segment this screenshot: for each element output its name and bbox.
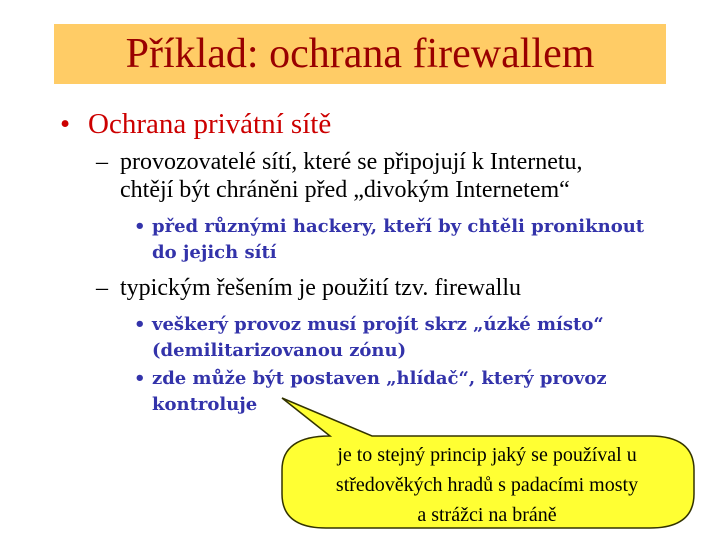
- bullet-marker: •: [134, 314, 146, 335]
- bullet-marker: •: [134, 216, 146, 237]
- dash-marker: –: [96, 149, 108, 175]
- sub-sub-item-line: kontroluje: [152, 394, 258, 415]
- level1-text: Ochrana privátní sítě: [88, 108, 332, 140]
- callout-line: a strážci na bráně: [417, 504, 557, 526]
- sub-item-line: typickým řešením je použití tzv. firewallu: [120, 275, 521, 301]
- sub-sub-item-line: veškerý provoz musí projít skrz „úzké místo“: [152, 314, 604, 335]
- sub-sub-item-line: před různými hackery, kteří by chtěli proniknout: [152, 216, 645, 237]
- callout-line: středověkých hradů s padacími mosty: [335, 474, 639, 496]
- dash-marker: –: [96, 275, 108, 301]
- sub-sub-item-line: (demilitarizovanou zónu): [152, 340, 407, 361]
- bullet-marker: •: [134, 368, 146, 389]
- callout-line: je to stejný princip jaký se používal u: [337, 444, 637, 466]
- slide-title: Příklad: ochrana firewallem: [125, 31, 595, 77]
- sub-sub-item-line: do jejich sítí: [152, 242, 277, 263]
- sub-item-line: chtějí být chráněni před „divokým Internetem“: [120, 177, 570, 203]
- callout-text: [296, 440, 678, 530]
- sub-sub-item-line: zde může být postaven „hlídač“, který provoz: [152, 368, 607, 389]
- bullet-marker: •: [60, 108, 71, 140]
- sub-item-line: provozovatelé sítí, které se připojují k Internetu,: [120, 149, 583, 175]
